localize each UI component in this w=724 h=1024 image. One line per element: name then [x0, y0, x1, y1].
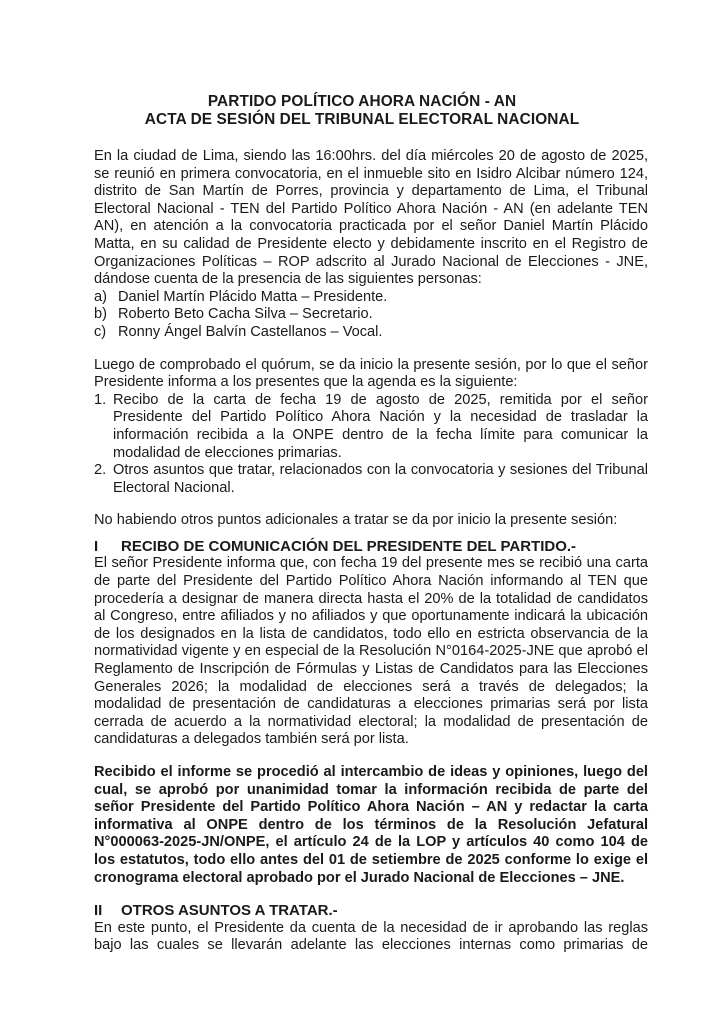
- list-label: 2.: [94, 462, 107, 479]
- attendee-name: Ronny Ángel Balvín Castellanos – Vocal.: [118, 323, 383, 340]
- intro-paragraph: En la ciudad de Lima, siendo las 16:00hrs. del día miércoles 20 de agosto de 2025, se reunió en primera convocatoria, en el inmueble sito en Isidro Alcibar número 124, distrito de San Martín de Porres, provincia y departamento de Lima, el Tribunal Electoral Nacional - TEN del Partido Político Ahora Nación - AN (en adelante TEN AN), en atención a la convocatoria practicada por el señor Daniel Martín Plácido Matta, en su calidad de Presidente electo y debidamente inscrito en el Registro de Organizaciones Políticas – ROP adscrito al Jurado Nacional de Elecciones - JNE, dándose cuenta de la presencia de las siguientes personas:: [94, 148, 648, 288]
- list-item: [94, 289, 648, 307]
- party-name: PARTIDO POLÍTICO AHORA NACIÓN - AN: [207, 93, 517, 110]
- agenda-text: Recibo de la carta de fecha 19 de agosto de 2025, remitida por el señor Presidente del Partido Político Ahora Nación y la necesidad de trasladar la información recibida a la ONPE dentro de la fecha límite para comunicar la modalidad de elecciones primarias.: [113, 391, 648, 461]
- attendee-name: Roberto Beto Cacha Silva – Secretario.: [118, 306, 373, 323]
- quorum-paragraph: Luego de comprobado el quórum, se da inicio la presente sesión, por lo que el señor Presidente informa a los presentes que la agenda es la siguiente:: [94, 356, 648, 391]
- attendee-name: Daniel Martín Plácido Matta – Presidente.: [118, 288, 388, 305]
- section1-paragraph: El señor Presidente informa que, con fecha 19 del presente mes se recibió una carta de parte del Presidente del Partido Político Ahora Nación informando al TEN que procedería a designar de manera directa hasta el 20% de la totalidad de candidatos al Congreso, entre afiliados y no afiliados y que oportunamente indicará la ubicación de los designados en la lista de candidatos, todo ello en estricta observancia de la normatividad vigente y en especial de la Resolución N°0164-2025-JNE que aprobó el Reglamento de Inscripción de Fórmulas y Listas de Candidatos para las Elecciones Generales 2026; la modalidad de elecciones será a través de delegados; la modalidad de presentación de candidaturas a elecciones primarias será por lista cerrada de acuerdo a la normatividad electoral; la modalidad de presentación de candidaturas a delegados también será por lista.: [94, 555, 648, 748]
- list-item: [94, 324, 648, 342]
- agenda-list: [94, 392, 648, 498]
- list-label: b): [94, 306, 107, 323]
- start-note: No habiendo otros puntos adicionales a tratar se da por inicio la presente sesión:: [94, 512, 618, 529]
- document-title: [0, 93, 724, 129]
- section-heading-2: [94, 902, 648, 920]
- list-item: [94, 306, 648, 324]
- section-heading-1: [94, 538, 648, 556]
- document-body: [94, 148, 648, 955]
- act-title: ACTA DE SESIÓN DEL TRIBUNAL ELECTORAL NACIONAL: [144, 111, 580, 128]
- list-item: [94, 392, 648, 462]
- section-numeral: II: [94, 902, 103, 920]
- section-title: RECIBO DE COMUNICACIÓN DEL PRESIDENTE DEL PARTIDO.-: [121, 537, 577, 555]
- list-label: 1.: [94, 391, 107, 408]
- agenda-text: Otros asuntos que tratar, relacionados con la convocatoria y sesiones del Tribunal Electoral Nacional.: [113, 462, 648, 496]
- section2-paragraph: En este punto, el Presidente da cuenta de la necesidad de ir aprobando las reglas bajo las cuales se llevarán adelante las elecciones internas como primarias de: [94, 919, 648, 954]
- list-label: a): [94, 288, 107, 305]
- section-title: OTROS ASUNTOS A TRATAR.-: [121, 902, 338, 920]
- list-item: [94, 462, 648, 497]
- section-numeral: I: [94, 537, 99, 555]
- attendee-list: [94, 289, 648, 342]
- resolution-paragraph: Recibido el informe se procedió al intercambio de ideas y opiniones, luego del cual, se aprobó por unanimidad tomar la información recibida de parte del señor Presidente del Partido Político Ahora Nación – AN y redactar la carta informativa al ONPE dentro de los términos de la Resolución Jefatural N°000063-2025-JN/ONPE, el artículo 24 de la LOP y artículos 40 como 104 de los estatutos, todo ello antes del 01 de setiembre de 2025 conforme lo exige el cronograma electoral aprobado por el Jurado Nacional de Elecciones – JNE.: [94, 764, 648, 886]
- list-label: c): [94, 323, 107, 340]
